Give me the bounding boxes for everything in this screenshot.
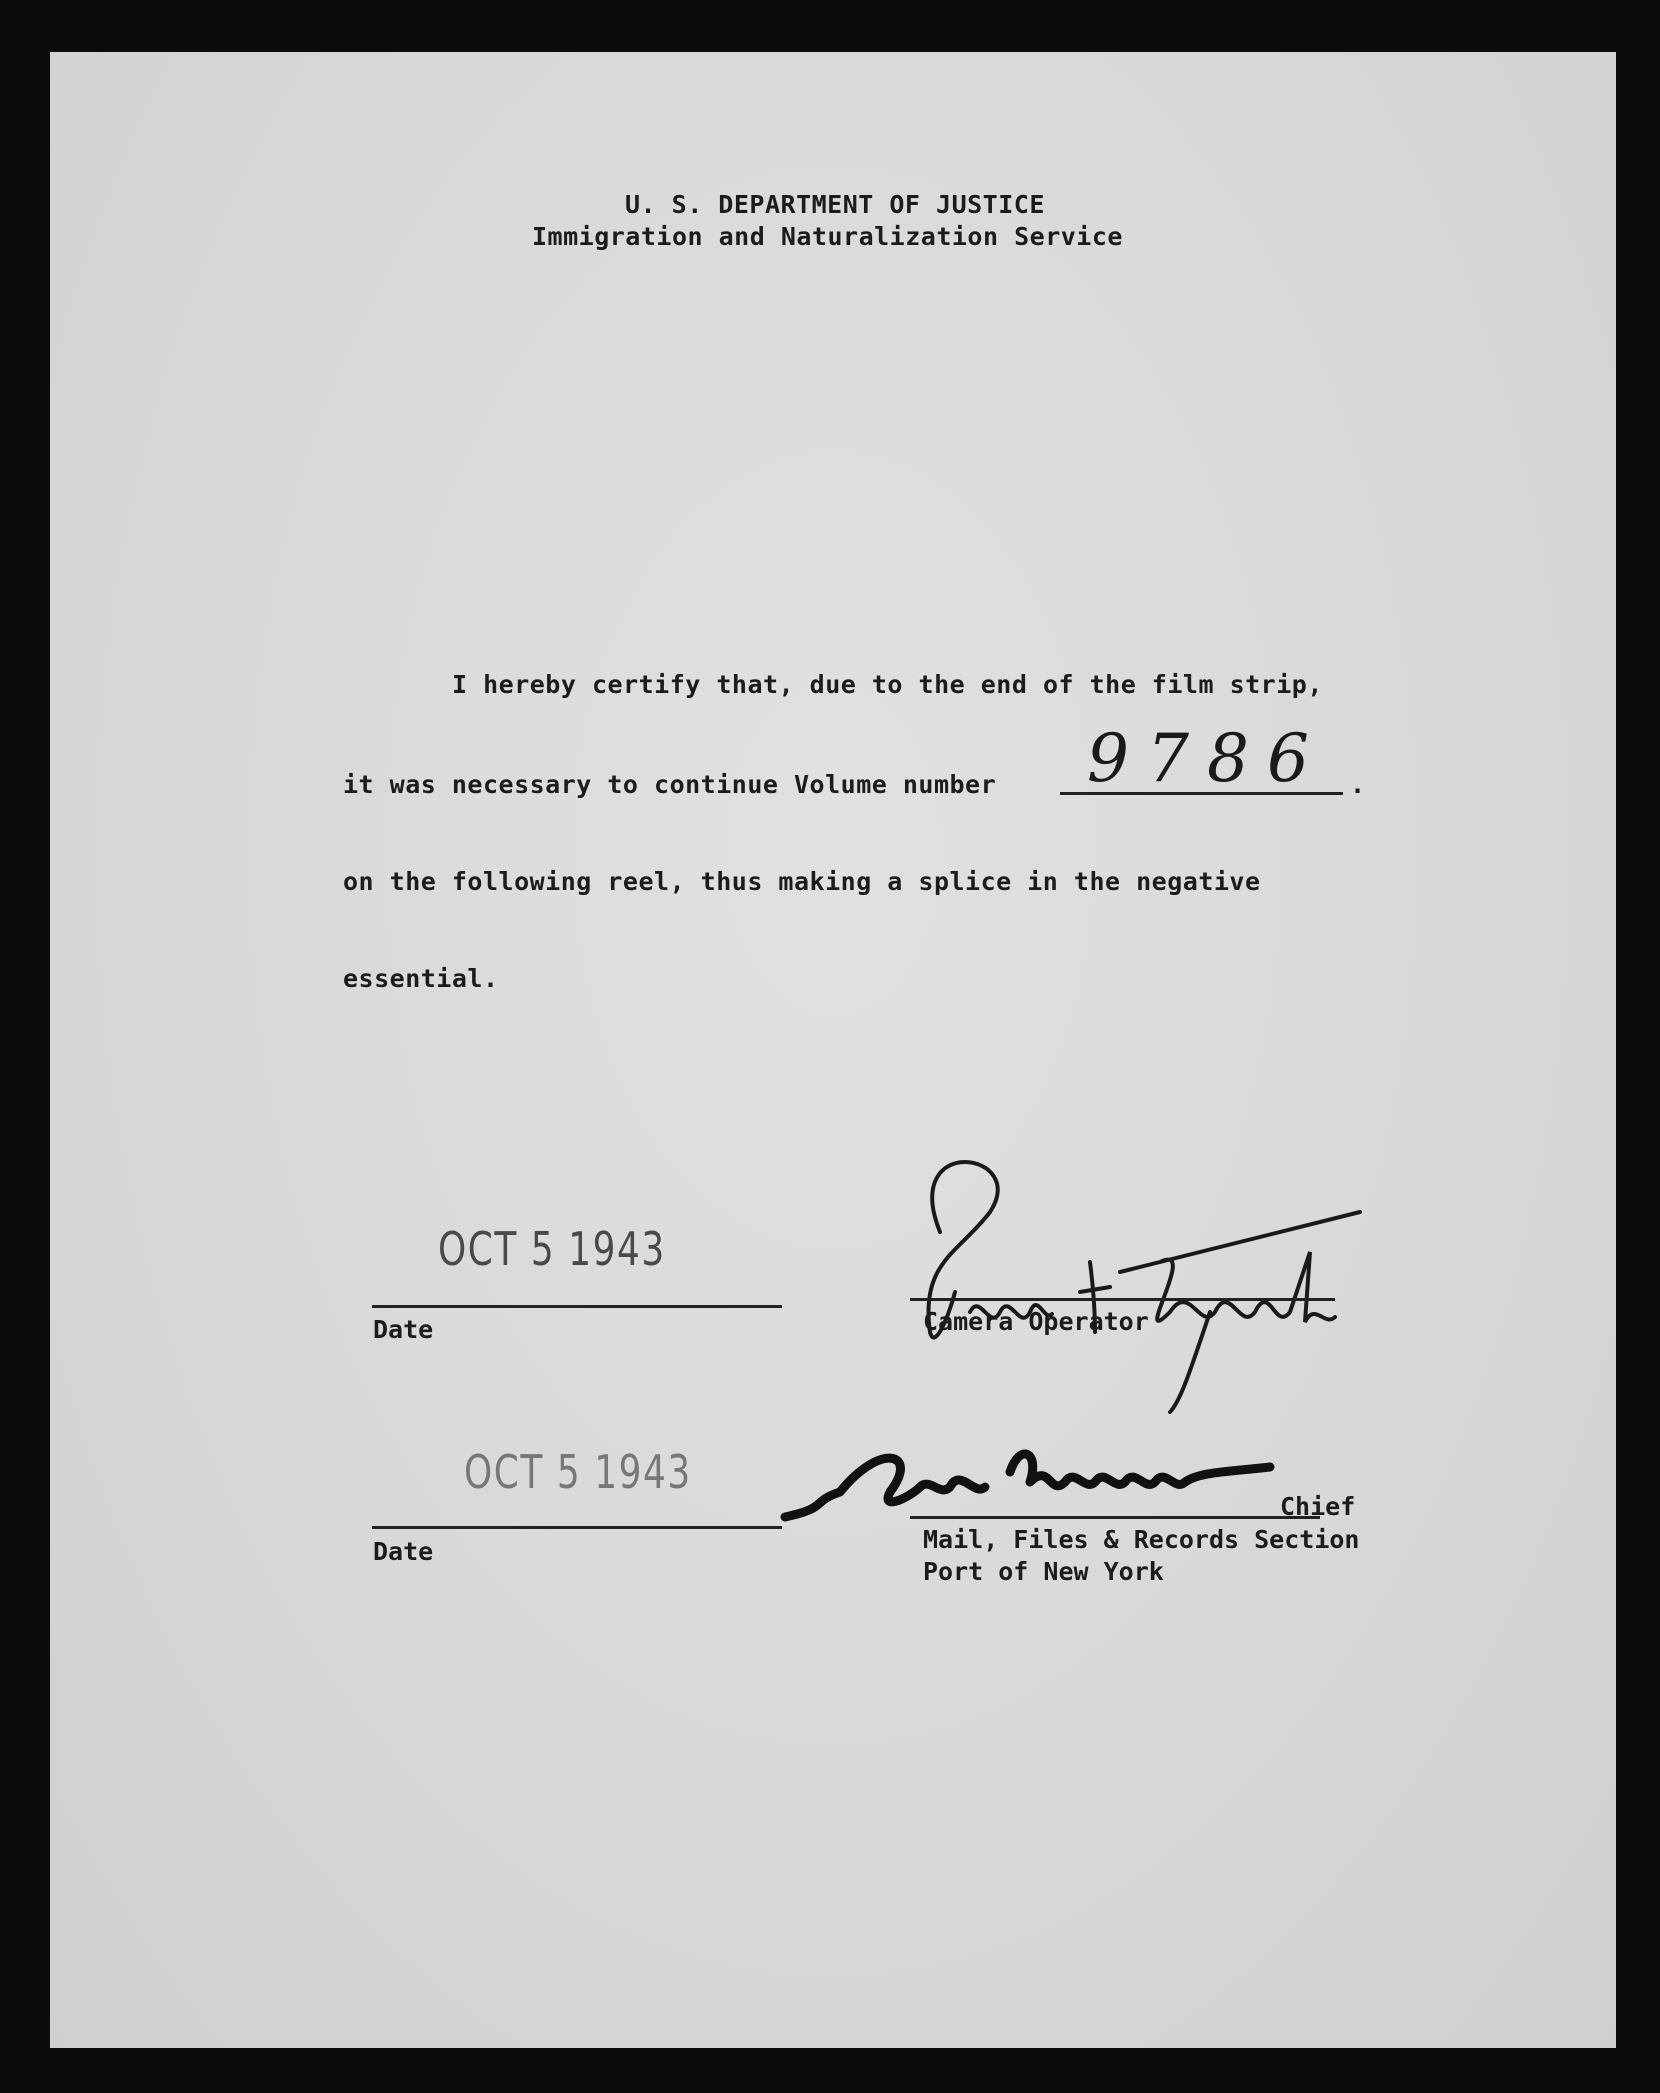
date-line-1 — [372, 1305, 782, 1308]
certification-text-line-2 — [343, 770, 996, 799]
document-page — [50, 52, 1616, 2048]
volume-number-handwritten: 9786 — [1087, 720, 1327, 797]
chief-label: Chief — [1280, 1492, 1356, 1521]
agency-subheader: Immigration and Naturalization Service — [532, 222, 1123, 251]
date-stamp-1: OCT 5 1943 — [438, 1222, 666, 1276]
volume-prefix: it was necessary to continue Volume number — [343, 770, 997, 799]
date-line-2 — [372, 1526, 782, 1529]
camera-operator-line — [910, 1298, 1335, 1301]
date-stamp-2: OCT 5 1943 — [464, 1445, 692, 1499]
port-of-new-york-label: Port of New York — [923, 1557, 1164, 1586]
chief-line — [910, 1516, 1320, 1519]
mail-files-records-label: Mail, Files & Records Section — [923, 1525, 1360, 1554]
certification-text-line-3: on the following reel, thus making a splice in the negative — [343, 867, 1261, 896]
agency-header: U. S. DEPARTMENT OF JUSTICE — [625, 190, 1045, 219]
volume-period: . — [1350, 770, 1366, 799]
camera-operator-signature — [880, 1112, 1440, 1442]
camera-operator-label: Camera Operator — [923, 1307, 1149, 1336]
date-label-2: Date — [373, 1537, 434, 1566]
date-label-1: Date — [373, 1315, 434, 1344]
certification-text-line-4: essential. — [343, 964, 499, 993]
certification-text-line-1: I hereby certify that, due to the end of the film strip, — [452, 670, 1323, 699]
